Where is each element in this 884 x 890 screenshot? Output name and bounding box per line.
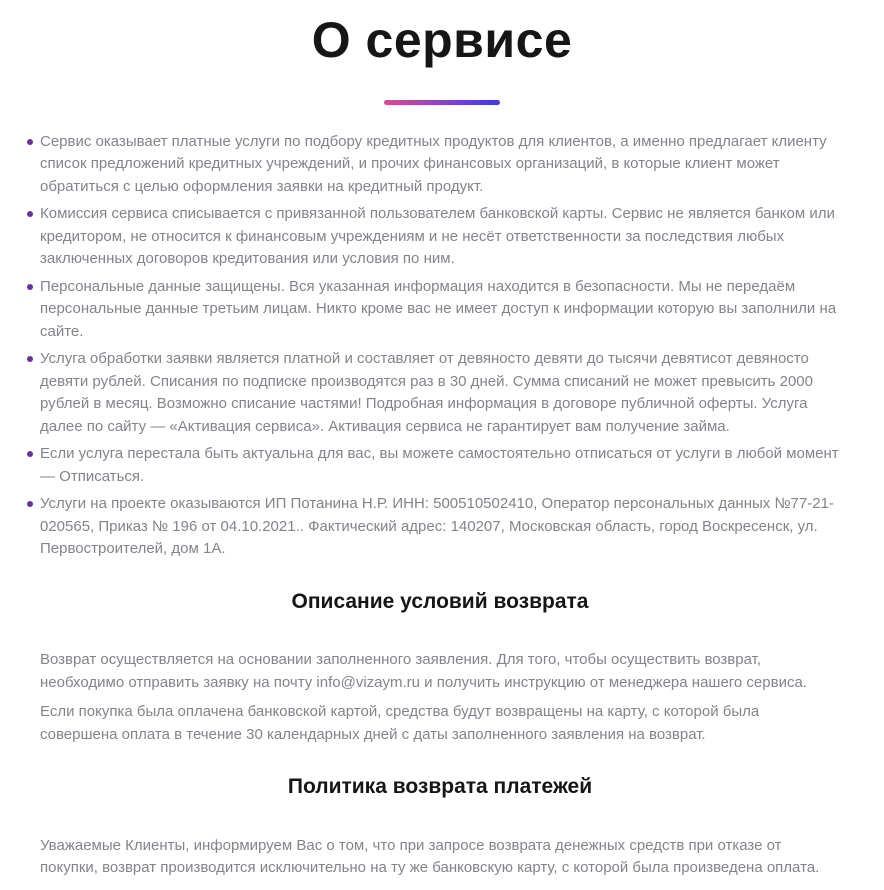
bullet-icon — [27, 451, 33, 457]
list-item-text: Услуга обработки заявки является платной и составляет от девяносто девяти до тысячи девятисот девяносто девяти рублей. Списания по подписке производятся раз в 30 дней. Сумма списаний не может превысить 2000 рублей в месяц. Возможно списание частями! Подробная информация в договоре публичной оферты. Услуга далее по сайту — «Активация сервиса». Активация сервиса не гарантирует вам получение займа. — [40, 350, 813, 435]
list-item — [40, 131, 840, 199]
about-list — [40, 131, 840, 561]
bullet-icon — [27, 284, 33, 290]
refund-conditions-paragraph: Возврат осуществляется на основании заполненного заявления. Для того, чтобы осуществить возврат, необходимо отправить заявку на почту info@vizaym.ru и получить инструкцию от менеджера нашего сервиса. — [40, 651, 807, 691]
refund-conditions-heading: Описание условий возврата — [291, 589, 589, 613]
title-divider — [384, 100, 500, 105]
bullet-icon — [27, 211, 33, 217]
refund-policy-heading: Политика возврата платежей — [287, 775, 593, 798]
list-item-text: Если услуга перестала быть актуальна для вас, вы можете самостоятельно отписаться от услуги в любой момент — Отписаться. — [40, 445, 839, 485]
refund-conditions-paragraph: Если покупка была оплачена банковской картой, средства будут возвращены на карту, с которой была совершена оплата в течение 30 календарных дней с даты заполненного заявления на возврат. — [40, 703, 760, 743]
refund-policy-paragraph: Уважаемые Клиенты, информируем Вас о том, что при запросе возврата денежных средств при отказе от покупки, возврат производится исключительно на ту же банковскую карту, с которой была произведена оплата. — [40, 836, 820, 876]
bullet-icon — [27, 356, 33, 362]
list-item-text: Сервис оказывает платные услуги по подбору кредитных продуктов для клиентов, а именно предлагает клиенту список предложений кредитных учреждений, и прочих финансовых организаций, в которые клиент может обратиться с целью оформления заявки на кредитный продукт. — [40, 132, 827, 195]
bullet-icon — [27, 501, 33, 507]
list-item-text: Персональные данные защищены. Вся указанная информация находится в безопасности. Мы не передаём персональные данные третьим лицам. Никто кроме вас не имеет доступ к информации которую вы заполнили на сайте. — [40, 277, 837, 340]
list-item-text: Услуги на проекте оказываются ИП Потанина Н.Р. ИНН: 500510502410, Оператор персональных данных №77-21-020565, Приказ № 196 от 04.10.2021.. Фактический адрес: 140207, Московская область, город Воскресенск, ул. Первостроителей, дом 1А. — [40, 495, 834, 557]
bullet-icon — [27, 139, 33, 145]
list-item — [40, 443, 840, 488]
list-item — [40, 493, 840, 561]
list-item — [40, 276, 840, 344]
page-content — [40, 131, 840, 880]
list-item — [40, 203, 840, 271]
page-title: О сервисе — [311, 12, 573, 68]
list-item — [40, 348, 840, 438]
list-item-text: Комиссия сервиса списывается с привязанной пользователем банковской карты. Сервис не является банком или кредитором, не относится к финансовым учреждениям и не несёт ответственности за последствия любых заключенных договоров кредитования или условия по ним. — [40, 205, 835, 267]
